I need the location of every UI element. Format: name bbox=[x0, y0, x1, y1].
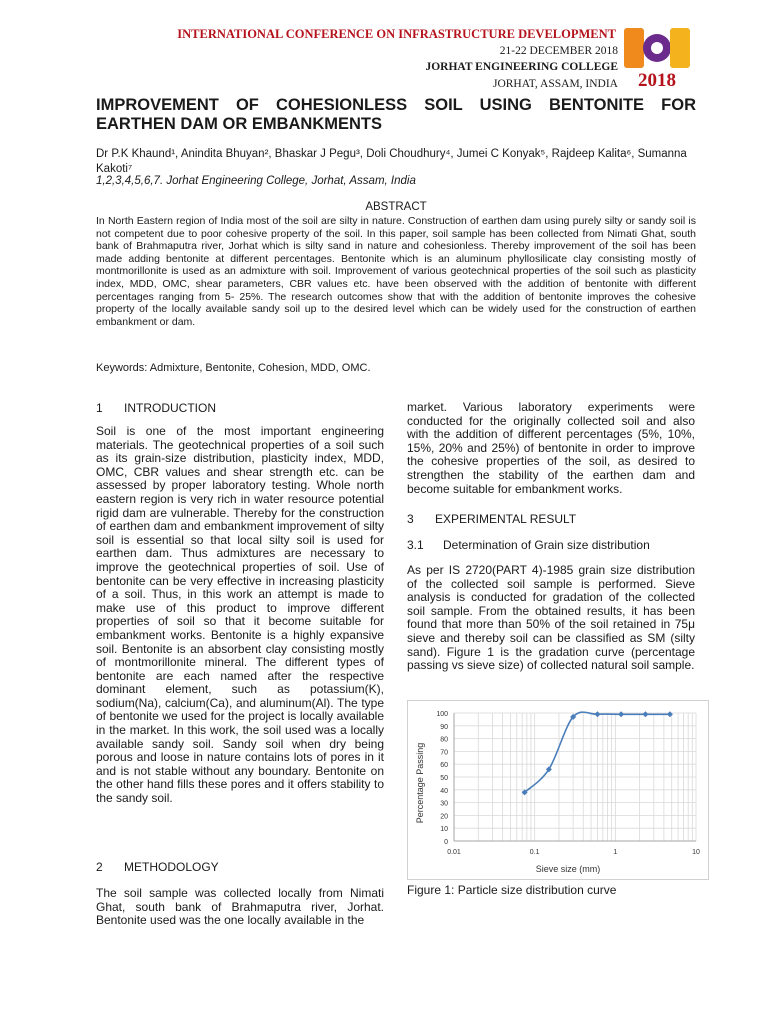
section-heading-methodology bbox=[96, 860, 219, 874]
data-point-marker bbox=[642, 711, 648, 717]
subsection-number: 3.1 bbox=[407, 538, 424, 552]
grid-layer bbox=[454, 713, 696, 841]
author-list: Dr P.K Khaund¹, Anindita Bhuyan², Bhaskar J Pegu³, Doli Choudhury⁴, Jumei C Konyak⁵, Rajdeep Kalita⁶, Sumanna Kakoti⁷ bbox=[96, 148, 687, 175]
figure-caption: Figure 1: Particle size distribution curve bbox=[407, 883, 617, 897]
x-tick-label: 10 bbox=[692, 849, 700, 856]
y-tick-label: 50 bbox=[440, 775, 448, 782]
chart-svg bbox=[408, 701, 708, 879]
section-number: 2 bbox=[96, 860, 103, 874]
section-title: EXPERIMENTAL RESULT bbox=[435, 512, 577, 526]
y-tick-label: 60 bbox=[440, 762, 448, 770]
abstract-body: In North Eastern region of India most of the soil are silty in nature. Construction of earthen dam using purely silty or sandy soil is not competent due to poor cohesive property of the soil. In this paper, soil sample has been collected from Nimati Ghat, south bank of Brahmaputra river, Jorhat which is silty sand in nature and cohesionless. Thereby improvement of the soil has been made adding bentonite at different percentages. Bentonite which is an aluminum phyllosilicate clay consisting mostly of montmorillonite is used as an admixture with soil. Improvement of various geotechnical properties of the soil such as plasticity index, MDD, OMC, shear parameters, CBR values etc. have been observed with the addition of bentonite with different percentages ranging from 5- 25%. The research outcomes show that with the addition of bentonite improves the cohesive property of the locally available sandy soil up to the desired level which can be widely used for the construction of earthen embankment or dam. bbox=[96, 215, 696, 328]
x-tick-label: 1 bbox=[613, 849, 618, 856]
y-tick-label: 20 bbox=[440, 813, 448, 821]
y-tick-label: 80 bbox=[440, 736, 448, 744]
abstract-heading: ABSTRACT bbox=[365, 201, 427, 213]
x-axis-label: Sieve size (mm) bbox=[535, 864, 601, 874]
subsection-title: Determination of Grain size distribution bbox=[443, 538, 650, 552]
x-tick-label: 0.01 bbox=[447, 849, 461, 856]
section-heading-experimental-result bbox=[407, 512, 576, 526]
axis-layer bbox=[436, 711, 700, 856]
y-tick-label: 10 bbox=[440, 826, 448, 834]
conference-date: 21-22 DECEMBER 2018 bbox=[499, 45, 618, 57]
y-tick-label: 40 bbox=[440, 787, 448, 795]
y-tick-label: 70 bbox=[440, 749, 448, 757]
methodology-body: The soil sample was collected locally from Nimati Ghat, south bank of Brahmaputra river, Jorhat. Bentonite used was the one locally available in the bbox=[96, 886, 384, 928]
x-tick-label: 0.1 bbox=[529, 849, 540, 856]
logo-block-left bbox=[624, 28, 644, 68]
y-axis-label: Percentage Passing bbox=[415, 742, 425, 824]
y-tick-label: 0 bbox=[444, 839, 448, 846]
subsection-heading-grain-size bbox=[407, 538, 650, 552]
y-tick-label: 30 bbox=[440, 800, 448, 808]
section-heading-introduction bbox=[96, 401, 216, 415]
y-tick-label: 90 bbox=[440, 723, 448, 731]
experimental-result-body: As per IS 2720(PART 4)-1985 grain size distribution of the collected soil sample is performed. Sieve analysis is conducted for gradation of the collected soil sample. From the obtained results, it has been found that more than 50% of the soil retained in 75μ sieve and thereby soil can be classified as SM (silty sand). Figure 1 is the gradation curve (percentage passing vs sieve size) of collected natural soil sample. bbox=[407, 563, 695, 673]
introduction-body: Soil is one of the most important engineering materials. The geotechnical properties of a soil such as its grain-size distribution, plasticity index, MDD, OMC, CBR values and shear strength etc. can be assessed by proper laboratory testing. Whole north eastern region is very rich in water resource potential rigid dam are vulnerable. Thereby for the construction of earthen dam and embankment improvement of silty soil is essential so that local silty soil is used for earthen dam. Thus admixtures are necessary to improve the geotechnical properties of soil. Use of bentonite can be very effective in increasing plasticity of a soil. Thus, in this work an attempt is made to make use of this product to improve different properties of soil so that it become suitable for embankment works. Bentonite is a highly expansive soil. Bentonite is an absorbent clay consisting mostly of montmorillonite mineral. The different types of bentonite are each named after the respective dominant element, such as potassium(K), sodium(Na), calcium(Ca), and aluminum(Al). The type of bentonite we used for the project is locally available in the market. In this work, the soil used was a locally available sandy soil. Sandy soil when dry being porous and loose in nature contains lots of pores in it and is not stable without any boundary. Bentonite on the other hand fills these pores and it offers stability to the sandy soil. bbox=[96, 424, 384, 806]
conference-college: JORHAT ENGINEERING COLLEGE bbox=[425, 61, 618, 73]
logo-year: 2018 bbox=[638, 70, 676, 90]
paper-title: IMPROVEMENT OF COHESIONLESS SOIL USING BENTONITE FOR EARTHEN DAM OR EMBANKMENTS bbox=[96, 96, 696, 133]
section-title: METHODOLOGY bbox=[124, 860, 219, 874]
conference-logo bbox=[622, 24, 692, 90]
logo-circle-inner bbox=[651, 42, 663, 54]
logo-block-right bbox=[670, 28, 690, 68]
keywords: Keywords: Admixture, Bentonite, Cohesion, MDD, OMC. bbox=[96, 362, 371, 374]
conference-title: INTERNATIONAL CONFERENCE ON INFRASTRUCTURE DEVELOPMENT bbox=[177, 27, 616, 41]
section-title: INTRODUCTION bbox=[124, 401, 216, 415]
data-point-marker bbox=[618, 711, 624, 717]
conference-place: JORHAT, ASSAM, INDIA bbox=[492, 78, 618, 90]
section-number: 1 bbox=[96, 401, 103, 415]
section-number: 3 bbox=[407, 512, 414, 526]
grain-size-chart bbox=[407, 700, 709, 880]
affiliation: 1,2,3,4,5,6,7. Jorhat Engineering College, Jorhat, Assam, India bbox=[96, 175, 416, 187]
y-tick-label: 100 bbox=[436, 711, 448, 718]
methodology-body-continued: market. Various laboratory experiments were conducted for the originally collected soil and also with the addition of different percentages (5%, 10%, 15%, 20% and 25%) of bentonite in order to improve the cohesive properties of the soil, as desired to strengthen the stability of the earthen dam and become suitable for embankment works. bbox=[407, 400, 695, 496]
data-point-marker bbox=[594, 711, 600, 717]
